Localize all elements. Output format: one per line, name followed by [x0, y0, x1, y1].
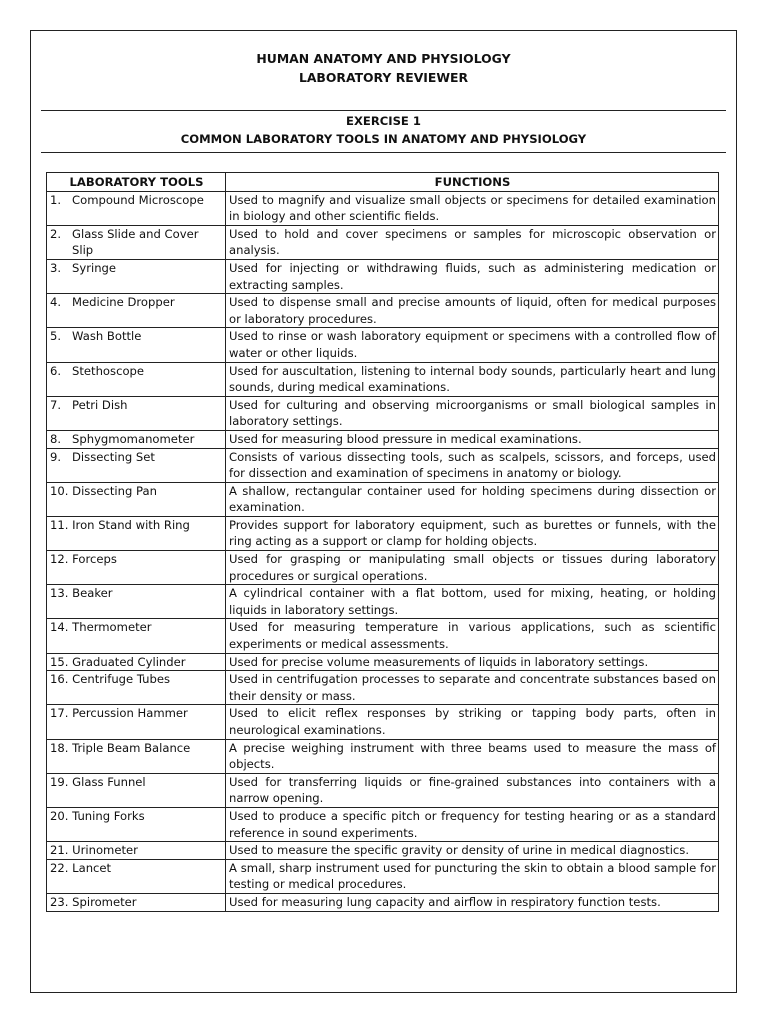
tool-cell — [47, 294, 226, 328]
tool-function: Used to elicit reflex responses by striking or tapping body parts, often in neurological examinations. — [226, 705, 719, 739]
tool-number: 13. — [50, 586, 69, 601]
title-line-1: HUMAN ANATOMY AND PHYSIOLOGY — [256, 51, 511, 66]
document-title — [31, 49, 736, 87]
table-row — [47, 773, 719, 807]
table-row — [47, 396, 719, 430]
table-row — [47, 448, 719, 482]
tool-number: 16. — [50, 672, 69, 687]
title-line-2: LABORATORY REVIEWER — [298, 70, 469, 85]
tool-name: Centrifuge Tubes — [72, 672, 171, 687]
tool-function: Used to rinse or wash laboratory equipment or specimens with a controlled flow of water or other liquids. — [226, 328, 719, 362]
tool-number: 14. — [50, 620, 69, 635]
tool-function: Used for measuring lung capacity and airflow in respiratory function tests. — [226, 893, 719, 911]
tool-function: Used for transferring liquids or fine-grained substances into containers with a narrow opening. — [226, 773, 719, 807]
tool-function: Used to hold and cover specimens or samples for microscopic observation or analysis. — [226, 225, 719, 259]
table-row — [47, 362, 719, 396]
tool-name: Thermometer — [72, 620, 152, 635]
tool-function: Used for measuring temperature in various applications, such as scientific experiments or medical assessments. — [226, 619, 719, 653]
tool-function: Used to produce a specific pitch or frequency for testing hearing or as a standard reference in sound experiments. — [226, 807, 719, 841]
tool-name: Forceps — [72, 552, 117, 567]
tool-name: Tuning Forks — [72, 808, 145, 823]
tool-name: Stethoscope — [72, 363, 145, 378]
exercise-number: EXERCISE 1 — [346, 114, 421, 128]
tool-cell — [47, 842, 226, 860]
tool-name: Graduated Cylinder — [72, 654, 186, 669]
tool-number: 17. — [50, 706, 69, 721]
exercise-title: COMMON LABORATORY TOOLS IN ANATOMY AND PHYSIOLOGY — [180, 132, 587, 146]
tool-cell — [47, 671, 226, 705]
tool-number: 23. — [50, 894, 69, 909]
tool-number: 21. — [50, 843, 69, 858]
tool-function: Used to dispense small and precise amounts of liquid, often for medical purposes or laboratory procedures. — [226, 294, 719, 328]
tool-cell — [47, 773, 226, 807]
tool-number: 4. — [50, 295, 62, 310]
tool-cell — [47, 362, 226, 396]
tool-number: 7. — [50, 397, 62, 412]
tool-cell — [47, 430, 226, 448]
table-row — [47, 516, 719, 550]
tool-function: Used for measuring blood pressure in medical examinations. — [226, 430, 719, 448]
tool-cell — [47, 396, 226, 430]
page-frame — [30, 30, 737, 993]
tool-number: 10. — [50, 483, 69, 498]
tool-function: A small, sharp instrument used for puncturing the skin to obtain a blood sample for testing or medical procedures. — [226, 859, 719, 893]
tool-name: Urinometer — [72, 843, 138, 858]
tool-cell — [47, 619, 226, 653]
tool-number: 18. — [50, 740, 69, 755]
tool-function: Used for injecting or withdrawing fluids, such as administering medication or extracting samples. — [226, 259, 719, 293]
tool-name: Triple Beam Balance — [72, 740, 191, 755]
tool-cell — [47, 482, 226, 516]
tool-number: 5. — [50, 329, 62, 344]
tool-function: Used for precise volume measurements of liquids in laboratory settings. — [226, 653, 719, 671]
tool-function: Used for culturing and observing microorganisms or small biological samples in laboratory settings. — [226, 396, 719, 430]
tool-number: 8. — [50, 431, 62, 446]
table-row — [47, 328, 719, 362]
tool-cell — [47, 893, 226, 911]
tool-function: A cylindrical container with a flat bottom, used for mixing, heating, or holding liquids in laboratory settings. — [226, 585, 719, 619]
tool-cell — [47, 328, 226, 362]
tool-cell — [47, 859, 226, 893]
tool-cell — [47, 448, 226, 482]
table-row — [47, 551, 719, 585]
tool-number: 19. — [50, 774, 69, 789]
tool-function: Used in centrifugation processes to separate and concentrate substances based on their density or mass. — [226, 671, 719, 705]
tool-cell — [47, 191, 226, 225]
tool-cell — [47, 225, 226, 259]
table-row — [47, 482, 719, 516]
table-row — [47, 619, 719, 653]
tool-cell — [47, 705, 226, 739]
table-row — [47, 191, 719, 225]
tool-cell — [47, 516, 226, 550]
tool-name: Petri Dish — [72, 397, 128, 412]
divider-bottom — [41, 152, 726, 153]
tool-name: Dissecting Set — [72, 449, 155, 464]
tool-function: A shallow, rectangular container used for holding specimens during dissection or examination. — [226, 482, 719, 516]
tool-number: 15. — [50, 654, 69, 669]
tool-name: Wash Bottle — [72, 329, 142, 344]
tool-name: Iron Stand with Ring — [72, 517, 190, 532]
tool-cell — [47, 585, 226, 619]
table-row — [47, 585, 719, 619]
tool-number: 22. — [50, 860, 69, 875]
table-row — [47, 842, 719, 860]
tool-name: Compound Microscope — [72, 192, 204, 207]
tool-number: 1. — [50, 192, 62, 207]
tool-name: Percussion Hammer — [72, 706, 188, 721]
tool-name: Glass Funnel — [72, 774, 146, 789]
tool-number: 20. — [50, 808, 69, 823]
tool-name: Sphygmomanometer — [72, 431, 195, 446]
tool-name: Beaker — [72, 586, 113, 601]
column-header-tools: LABORATORY TOOLS — [47, 173, 226, 192]
tool-name: Lancet — [72, 860, 112, 875]
tool-name: Glass Slide and Cover Slip — [72, 226, 199, 258]
table-body — [47, 191, 719, 911]
tool-name: Syringe — [72, 260, 117, 275]
tool-function: Used to measure the specific gravity or density of urine in medical diagnostics. — [226, 842, 719, 860]
tool-cell — [47, 739, 226, 773]
tool-function: A precise weighing instrument with three beams used to measure the mass of objects. — [226, 739, 719, 773]
divider-top — [41, 110, 726, 111]
tool-cell — [47, 551, 226, 585]
tool-function: Used for grasping or manipulating small objects or tissues during laboratory procedures or surgical operations. — [226, 551, 719, 585]
tool-name: Spirometer — [72, 894, 137, 909]
table-header-row — [47, 173, 719, 192]
table-row — [47, 430, 719, 448]
table-row — [47, 893, 719, 911]
table-row — [47, 807, 719, 841]
tool-cell — [47, 653, 226, 671]
table-row — [47, 653, 719, 671]
tool-cell — [47, 259, 226, 293]
tool-name: Dissecting Pan — [72, 483, 157, 498]
table-row — [47, 259, 719, 293]
table-row — [47, 225, 719, 259]
tool-cell — [47, 807, 226, 841]
tool-name: Medicine Dropper — [72, 295, 175, 310]
tool-function: Provides support for laboratory equipment, such as burettes or funnels, with the ring acting as a support or clamp for holding objects. — [226, 516, 719, 550]
tool-function: Consists of various dissecting tools, such as scalpels, scissors, and forceps, used for dissection and examination of specimens in anatomy or biology. — [226, 448, 719, 482]
tool-number: 6. — [50, 363, 62, 378]
exercise-heading — [31, 112, 736, 148]
tool-number: 3. — [50, 260, 62, 275]
tool-number: 12. — [50, 552, 69, 567]
table-row — [47, 705, 719, 739]
tool-number: 11. — [50, 517, 69, 532]
tool-number: 2. — [50, 226, 62, 241]
table-row — [47, 859, 719, 893]
tool-function: Used for auscultation, listening to internal body sounds, particularly heart and lung sounds, during medical examinations. — [226, 362, 719, 396]
table-row — [47, 294, 719, 328]
tool-number: 9. — [50, 449, 62, 464]
laboratory-tools-table — [46, 172, 719, 912]
tool-function: Used to magnify and visualize small objects or specimens for detailed examination in biology and other scientific fields. — [226, 191, 719, 225]
table-row — [47, 739, 719, 773]
table-row — [47, 671, 719, 705]
column-header-functions: FUNCTIONS — [226, 173, 719, 192]
